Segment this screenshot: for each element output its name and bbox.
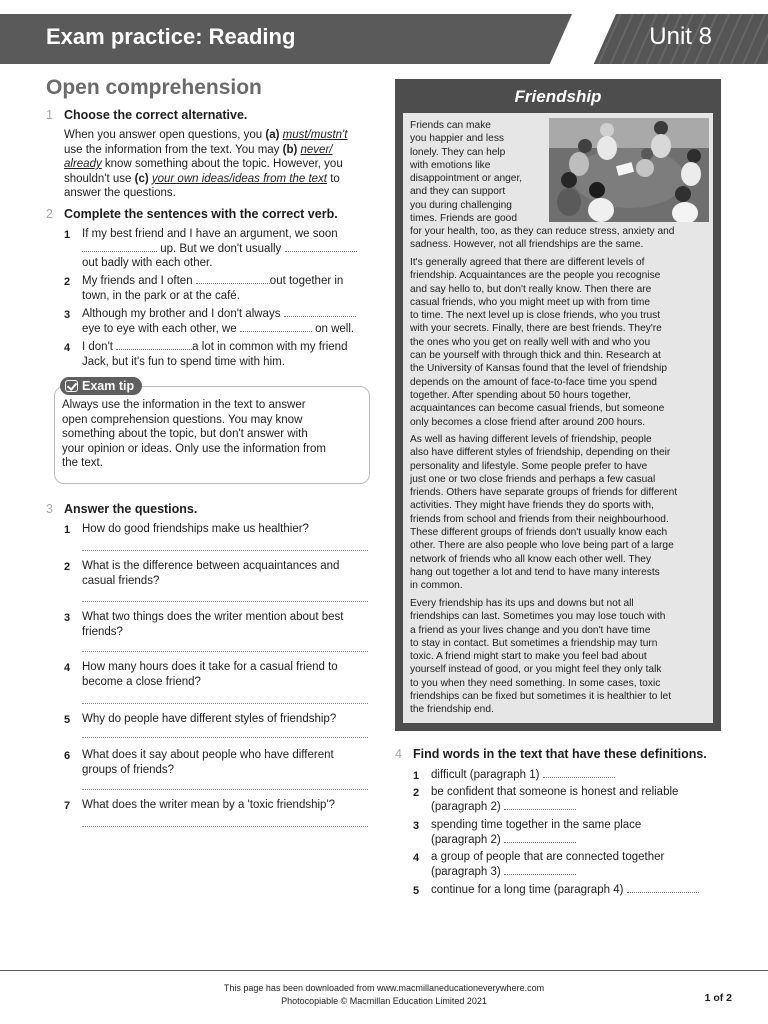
question-1-heading: Choose the correct alternative. <box>64 108 248 122</box>
q2-item-number: 1 <box>64 229 71 241</box>
blank-field[interactable] <box>240 322 312 332</box>
q2-item-3: Although my brother and I don't always eye to eye with each other, we on well. <box>82 308 355 335</box>
q4-item-number: 5 <box>413 885 420 897</box>
q3-item-number: 6 <box>64 750 71 762</box>
question-4-heading: Find words in the text that have these definitions. <box>413 747 707 761</box>
q2-item-number: 4 <box>64 342 71 354</box>
question-1-number: 1 <box>46 108 53 122</box>
answer-line[interactable] <box>82 601 368 602</box>
q4-item-number: 4 <box>413 852 420 864</box>
q3-item-number: 3 <box>64 612 71 624</box>
blank-field[interactable] <box>627 883 699 893</box>
q3-item-number: 4 <box>64 662 71 674</box>
q4-item-number: 1 <box>413 770 420 782</box>
question-1-text: When you answer open questions, you (a) must/mustn't use the information from the text. You may (b) never/ already know something about the topic. However, you shouldn't use (c) your own ideas/ideas from the text to answer the questions. <box>64 129 348 200</box>
exam-tip-label: Exam tip <box>60 377 142 395</box>
answer-line[interactable] <box>82 703 368 704</box>
section-title: Open comprehension <box>46 76 262 99</box>
question-3-number: 3 <box>46 502 53 516</box>
footer-copyright: Photocopiable © Macmillan Education Limited 2021 <box>281 996 487 1006</box>
answer-line[interactable] <box>82 737 368 738</box>
page-heading: Exam practice: Reading <box>46 24 296 49</box>
answer-line[interactable] <box>82 651 368 652</box>
unit-label: Unit 8 <box>649 23 712 50</box>
blank-field[interactable] <box>504 833 576 843</box>
footer-download-note: This page has been downloaded from www.macmillaneducationeverywhere.com <box>223 983 545 993</box>
q4-item-2: be confident that someone is honest and reliable (paragraph 2) <box>431 786 679 813</box>
header-band <box>0 14 768 64</box>
blank-field[interactable] <box>504 800 576 810</box>
q4-item-number: 2 <box>413 787 420 799</box>
question-2-heading: Complete the sentences with the correct verb. <box>64 207 338 221</box>
q4-item-4: a group of people that are connected together (paragraph 3) <box>431 851 665 878</box>
answer-line[interactable] <box>82 826 368 827</box>
q2-item-1: If my best friend and I have an argument, we soon up. But we don't usually out badly with each other. <box>82 227 374 271</box>
article-paragraph-3: As well as having different levels of friendship, people also have different styles of friendship, depending on their personality and lifestyle. Some people prefer to have just one or two close friends and perhaps a few casual friends. Others have separate groups of friends for different activities. They might have friends they do sports with, friends from school and friends from their neighbourhood. These different groups of friends don't usually know each other. There are also people who love being part of a large network of friends who all know each other well. They hang out together a lot and tend to have many interests in common. <box>410 434 678 592</box>
friends-photo <box>549 118 709 222</box>
q2-item-2: My friends and I often out together in town, in the park or at the café. <box>82 275 344 302</box>
blank-field[interactable] <box>196 274 270 284</box>
question-2-number: 2 <box>46 207 53 221</box>
q4-item-1: difficult (paragraph 1) <box>431 768 731 783</box>
q2-item-4: I don't a lot in common with my friend Jack, but it's fun to spend time with him. <box>82 341 348 368</box>
q3-item-6: What does it say about people who have different groups of friends? <box>82 749 334 776</box>
blank-field[interactable] <box>116 340 192 350</box>
answer-line[interactable] <box>82 789 368 790</box>
article-paragraph-2: It's generally agreed that there are different levels of friendship. Acquaintances are the people you recognise and say hello to, but don't really know. Then there are casual friends, who you might meet up with from time to time. The next level up is close friends, who you trust with your secrets. Finally, there are best friends. They're the ones who you get on really well with and who you can be yourself with through thick and thin. Research at the University of Kansas found that the level of friendship depends on the amount of face-to-face time you spend together. After spending about 50 hours together, acquaintances can become casual friends, but someone only becomes a close friend after around 200 hours. <box>410 257 668 428</box>
question-3-heading: Answer the questions. <box>64 502 198 516</box>
q3-item-2: What is the difference between acquaintances and casual friends? <box>82 560 340 587</box>
answer-line[interactable] <box>82 550 368 551</box>
exam-tip-text: Always use the information in the text to answer open comprehension questions. You may know something about the topic, but don't answer with your opinion or ideas. Only use the information from the text. <box>62 399 326 470</box>
article-paragraph-4: Every friendship has its ups and downs but not all friendships can last. Sometimes you may lose touch with a friend as your lives change and you don't have time to stay in contact. But sometimes a friendship may turn toxic. A friend might start to make you feel bad about yourself instead of good, or you might feel they only talk to you when they need something. In some cases, toxic friendships can be fixed but sometimes it is healthier to let the friendship end. <box>410 598 672 716</box>
q3-item-number: 2 <box>64 561 71 573</box>
blank-field[interactable] <box>285 242 357 252</box>
q2-item-number: 2 <box>64 276 71 288</box>
q4-item-5: continue for a long time (paragraph 4) <box>431 883 741 898</box>
q3-item-3: What two things does the writer mention about best friends? <box>82 611 344 638</box>
page-number: 1 of 2 <box>704 992 732 1004</box>
article-paragraph-1-intro: Friends can make you happier and less lonely. They can help with emotions like disappointment or anger, and they can support you during challenging times. Friends are good <box>410 120 523 225</box>
q3-item-number: 7 <box>64 800 71 812</box>
q2-item-number: 3 <box>64 309 71 321</box>
checkmark-icon <box>65 380 78 392</box>
q3-item-7: What does the writer mean by a 'toxic friendship'? <box>82 799 336 811</box>
article-body <box>403 113 713 723</box>
q3-item-1: How do good friendships make us healthier? <box>82 523 309 535</box>
article-paragraph-1: for your health, too, as they can reduce stress, anxiety and sadness. However, not all friendships are the same. <box>410 226 675 251</box>
q4-item-3: spending time together in the same place (paragraph 2) <box>431 819 642 846</box>
blank-field[interactable] <box>82 242 157 252</box>
blank-field[interactable] <box>284 307 356 317</box>
question-4-number: 4 <box>395 747 402 761</box>
q3-item-4: How many hours does it take for a casual friend to become a close friend? <box>82 661 338 688</box>
article-panel <box>395 79 721 731</box>
blank-field[interactable] <box>504 865 576 875</box>
blank-field[interactable] <box>543 768 615 778</box>
q3-item-number: 1 <box>64 524 71 536</box>
article-title: Friendship <box>514 87 602 106</box>
q4-item-number: 3 <box>413 820 420 832</box>
footer-divider <box>0 970 768 971</box>
q3-item-number: 5 <box>64 714 71 726</box>
q3-item-5: Why do people have different styles of friendship? <box>82 713 337 725</box>
